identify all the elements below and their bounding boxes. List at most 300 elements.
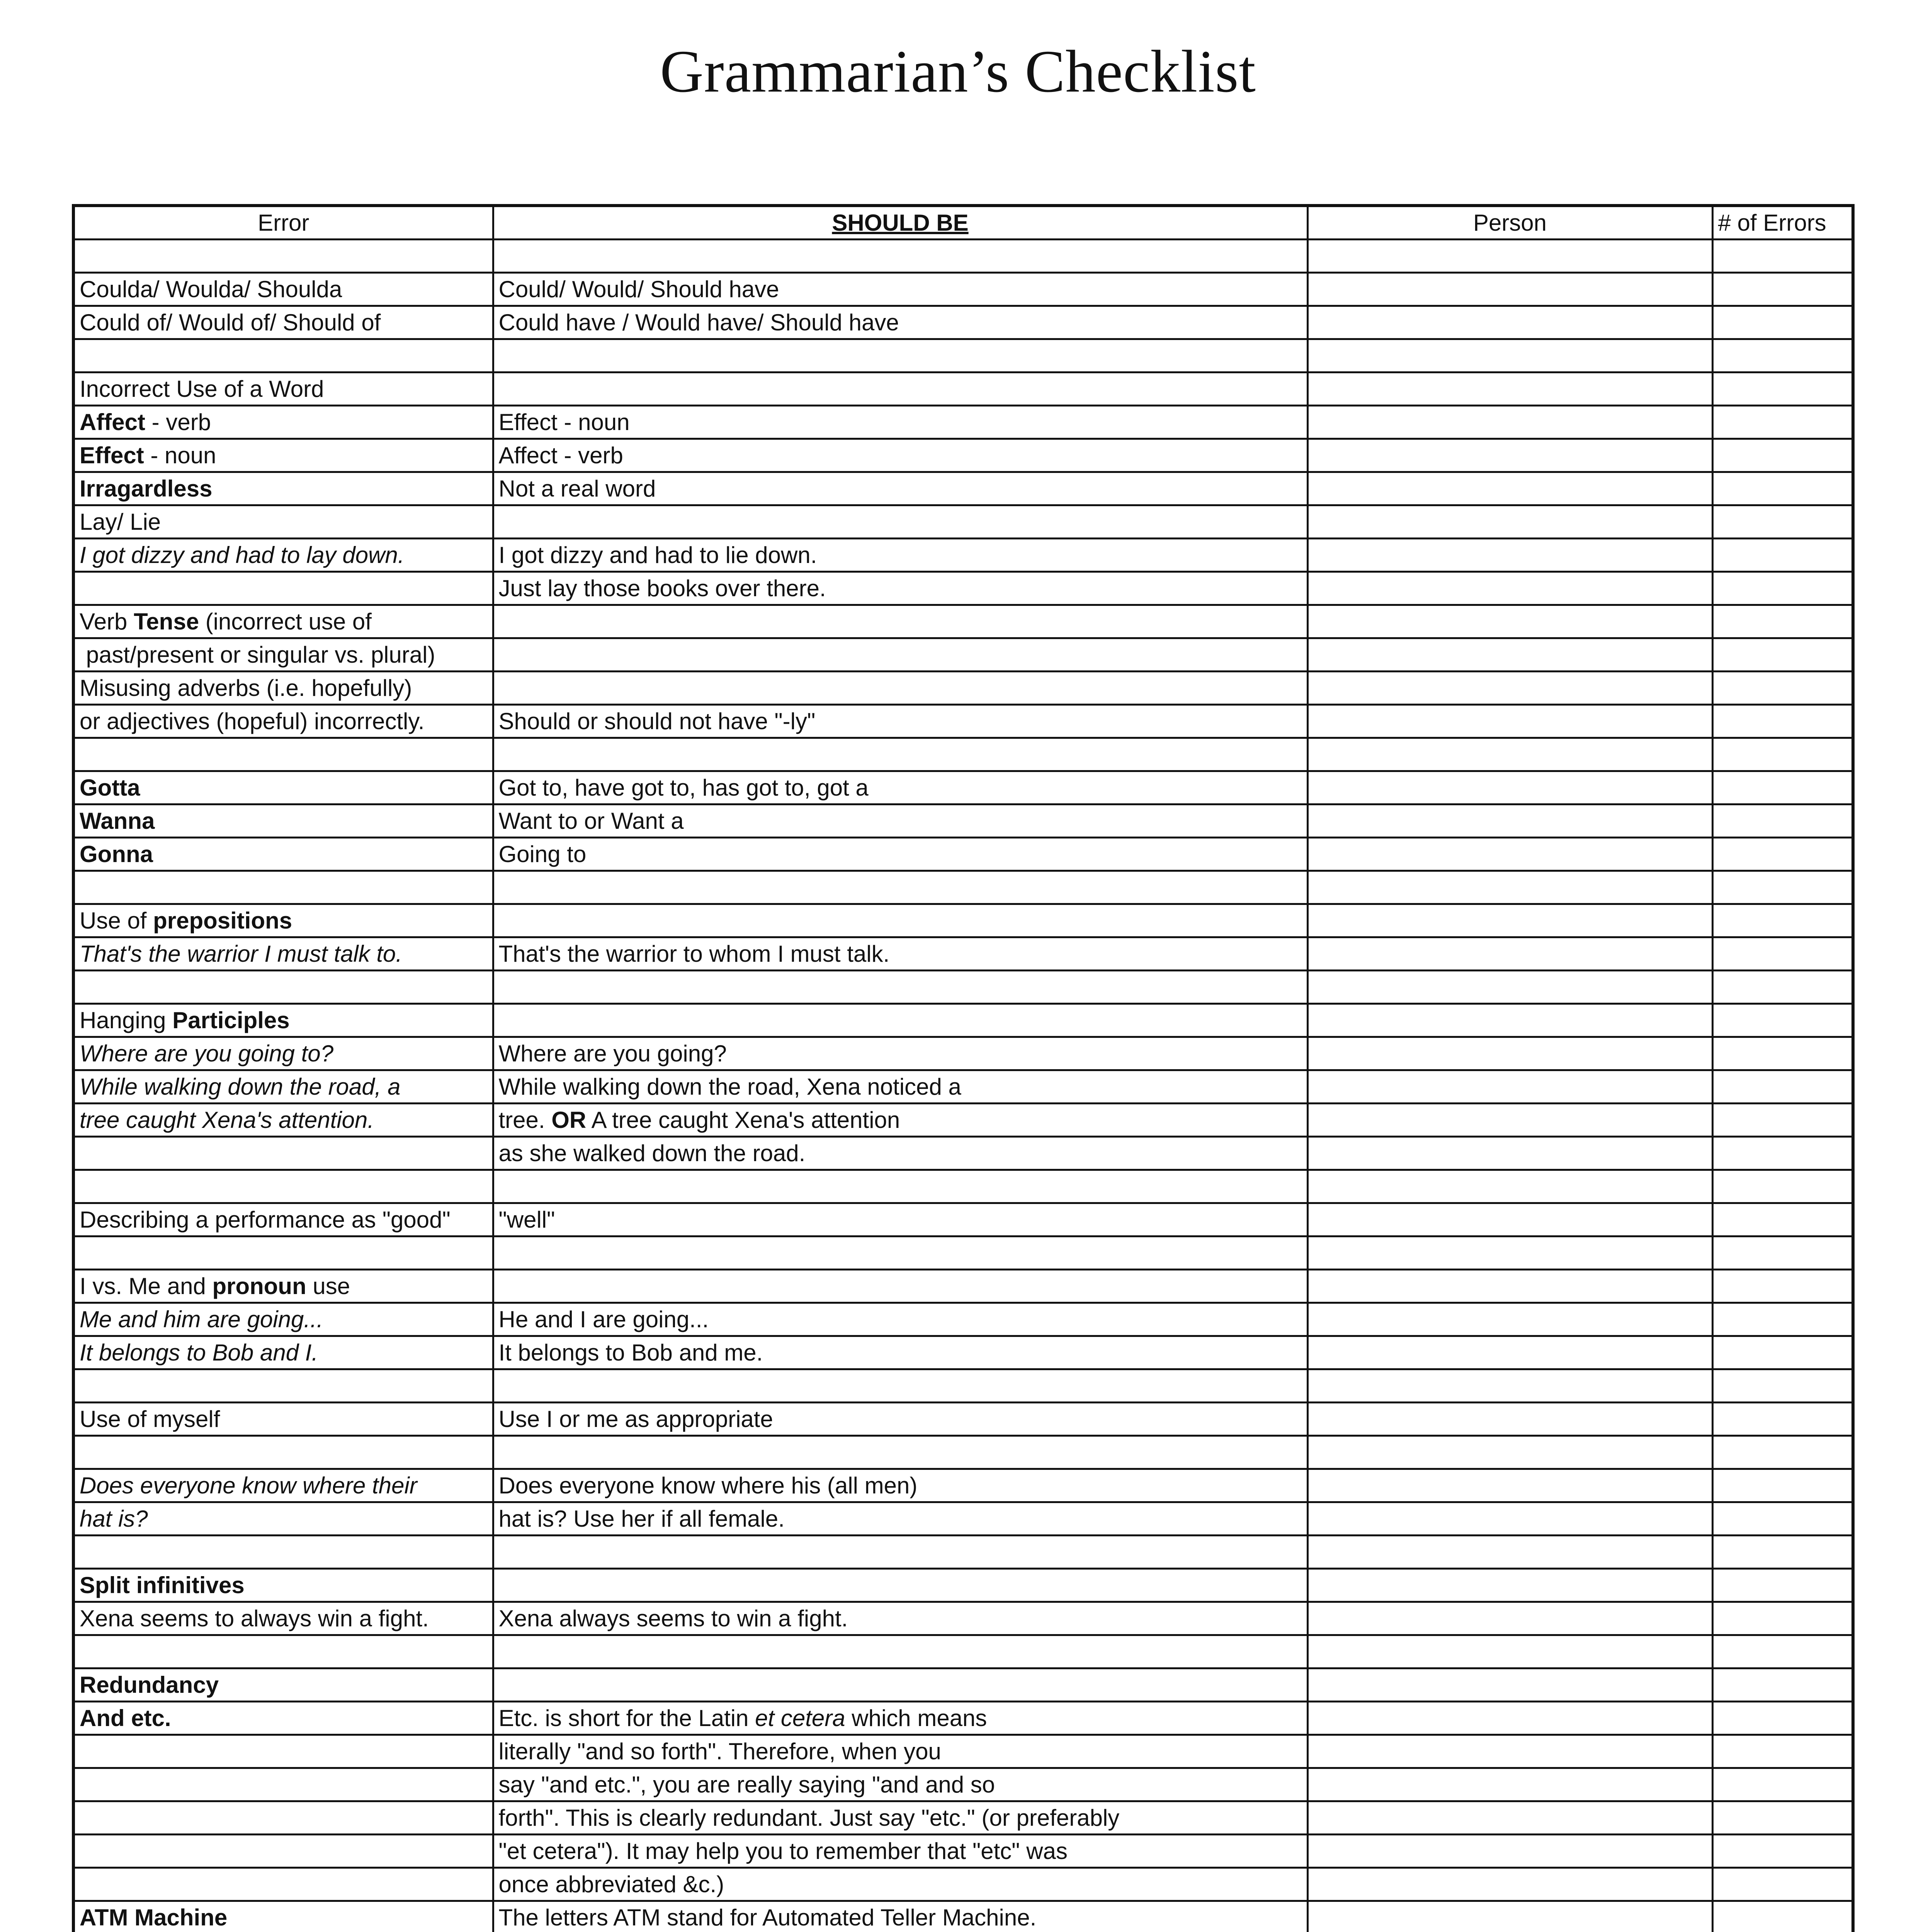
person-cell[interactable] <box>1307 406 1712 439</box>
should-be-cell <box>493 472 1307 505</box>
cell-text: hat is? Use her if all female. <box>498 1505 785 1532</box>
should-be-cell <box>493 1901 1307 1932</box>
cell-text: Does everyone know where their <box>80 1472 417 1498</box>
person-cell[interactable] <box>1307 738 1712 771</box>
cell-text: Not a real word <box>498 475 656 502</box>
error-cell <box>73 1768 493 1801</box>
should-be-cell <box>493 1702 1307 1735</box>
cell-text: It belongs to Bob and I. <box>80 1339 318 1366</box>
error-cell <box>73 1037 493 1070</box>
num-errors-cell[interactable] <box>1712 1801 1853 1835</box>
person-cell[interactable] <box>1307 1868 1712 1901</box>
should-be-cell <box>493 1602 1307 1635</box>
cell-text: hat is? <box>80 1505 148 1532</box>
person-cell[interactable] <box>1307 572 1712 605</box>
table-row <box>73 539 1853 572</box>
num-errors-cell[interactable] <box>1712 937 1853 971</box>
cell-text: Going to <box>498 841 587 867</box>
cell-text: Lay/ Lie <box>80 509 161 535</box>
table-row <box>73 1835 1853 1868</box>
error-cell <box>73 539 493 572</box>
should-be-cell <box>493 1735 1307 1768</box>
cell-text: That's the warrior to whom I must talk. <box>498 940 890 967</box>
person-cell[interactable] <box>1307 439 1712 472</box>
person-cell[interactable] <box>1307 505 1712 539</box>
num-errors-cell[interactable] <box>1712 1203 1853 1236</box>
error-cell <box>73 705 493 738</box>
should-be-cell <box>493 406 1307 439</box>
person-cell[interactable] <box>1307 372 1712 406</box>
num-errors-cell[interactable] <box>1712 1336 1853 1369</box>
person-cell[interactable] <box>1307 273 1712 306</box>
error-cell <box>73 1735 493 1768</box>
table-row <box>73 1336 1853 1369</box>
person-cell[interactable] <box>1307 1469 1712 1502</box>
num-errors-cell[interactable] <box>1712 1037 1853 1070</box>
cell-text: prepositions <box>153 907 292 934</box>
should-be-cell <box>493 1336 1307 1369</box>
person-cell[interactable] <box>1307 1170 1712 1203</box>
should-be-cell <box>493 372 1307 406</box>
cell-text: Got to, have got to, has got to, got a <box>498 774 869 801</box>
num-errors-cell[interactable] <box>1712 1070 1853 1104</box>
table-row <box>73 1702 1853 1735</box>
error-cell <box>73 937 493 971</box>
num-errors-cell[interactable] <box>1712 572 1853 605</box>
person-cell[interactable] <box>1307 1004 1712 1037</box>
error-cell <box>73 1004 493 1037</box>
cell-text: That's the warrior I must talk to. <box>80 940 403 967</box>
should-be-cell <box>493 937 1307 971</box>
person-cell[interactable] <box>1307 1801 1712 1835</box>
should-be-cell <box>493 572 1307 605</box>
error-cell <box>73 1070 493 1104</box>
error-cell <box>73 1635 493 1668</box>
num-errors-cell[interactable] <box>1712 439 1853 472</box>
should-be-cell <box>493 638 1307 672</box>
table-row <box>73 1602 1853 1635</box>
error-cell <box>73 1369 493 1403</box>
should-be-cell <box>493 1403 1307 1436</box>
person-cell[interactable] <box>1307 1104 1712 1137</box>
cell-text: Irragardless <box>80 475 213 502</box>
person-cell[interactable] <box>1307 838 1712 871</box>
error-cell <box>73 971 493 1004</box>
table-row <box>73 1369 1853 1403</box>
num-errors-cell[interactable] <box>1712 672 1853 705</box>
error-cell <box>73 406 493 439</box>
error-cell <box>73 904 493 937</box>
person-cell[interactable] <box>1307 1303 1712 1336</box>
cell-text: pronoun <box>212 1273 306 1299</box>
error-cell <box>73 1104 493 1137</box>
num-errors-cell[interactable] <box>1712 372 1853 406</box>
num-errors-cell[interactable] <box>1712 1768 1853 1801</box>
error-cell <box>73 738 493 771</box>
num-errors-cell[interactable] <box>1712 1602 1853 1635</box>
num-errors-cell[interactable] <box>1712 505 1853 539</box>
error-cell <box>73 771 493 804</box>
person-cell[interactable] <box>1307 1270 1712 1303</box>
table-row <box>73 1070 1853 1104</box>
should-be-cell <box>493 1668 1307 1702</box>
table-row <box>73 1868 1853 1901</box>
error-cell <box>73 1137 493 1170</box>
error-cell <box>73 439 493 472</box>
num-errors-cell[interactable] <box>1712 771 1853 804</box>
cell-text: Split infinitives <box>80 1572 245 1598</box>
num-errors-cell[interactable] <box>1712 1668 1853 1702</box>
cell-text: Wanna <box>80 808 155 834</box>
table-row <box>73 804 1853 838</box>
num-errors-cell[interactable] <box>1712 1735 1853 1768</box>
cell-text: Affect <box>80 409 146 435</box>
error-cell <box>73 1403 493 1436</box>
num-errors-cell[interactable] <box>1712 705 1853 738</box>
should-be-cell <box>493 539 1307 572</box>
error-cell <box>73 1901 493 1932</box>
table-row <box>73 1004 1853 1037</box>
table-row <box>73 1037 1853 1070</box>
person-cell[interactable] <box>1307 1403 1712 1436</box>
should-be-cell <box>493 1303 1307 1336</box>
table-row <box>73 971 1853 1004</box>
table-row <box>73 605 1853 638</box>
person-cell[interactable] <box>1307 1536 1712 1569</box>
num-errors-cell[interactable] <box>1712 240 1853 273</box>
error-cell <box>73 339 493 372</box>
should-be-cell <box>493 1868 1307 1901</box>
table-row <box>73 771 1853 804</box>
cell-text: ATM Machine <box>80 1904 228 1930</box>
table-row <box>73 1768 1853 1801</box>
error-cell <box>73 804 493 838</box>
num-errors-cell[interactable] <box>1712 1403 1853 1436</box>
table-row <box>73 1668 1853 1702</box>
cell-text: The letters ATM stand for Automated Teller Machine. <box>498 1904 1037 1930</box>
cell-text: Gotta <box>80 774 140 801</box>
num-errors-cell[interactable] <box>1712 871 1853 904</box>
cell-text: Effect - noun <box>498 409 630 435</box>
table-row <box>73 372 1853 406</box>
table-row <box>73 1635 1853 1668</box>
table-row <box>73 1536 1853 1569</box>
error-cell <box>73 1602 493 1635</box>
person-cell[interactable] <box>1307 638 1712 672</box>
should-be-cell <box>493 1104 1307 1137</box>
cell-text: Use I or me as appropriate <box>498 1406 773 1432</box>
person-cell[interactable] <box>1307 1137 1712 1170</box>
person-cell[interactable] <box>1307 1569 1712 1602</box>
should-be-cell <box>493 871 1307 904</box>
table-row <box>73 339 1853 372</box>
table-row <box>73 572 1853 605</box>
header-person: Person <box>1307 206 1712 240</box>
person-cell[interactable] <box>1307 1502 1712 1536</box>
person-cell[interactable] <box>1307 1070 1712 1104</box>
cell-text: tree caught Xena's attention. <box>80 1107 374 1133</box>
num-errors-cell[interactable] <box>1712 406 1853 439</box>
num-errors-cell[interactable] <box>1712 306 1853 339</box>
should-be-cell <box>493 1137 1307 1170</box>
table-header-row <box>73 206 1853 240</box>
should-be-cell <box>493 1502 1307 1536</box>
person-cell[interactable] <box>1307 539 1712 572</box>
should-be-cell <box>493 1436 1307 1469</box>
cell-text: Where are you going to? <box>80 1040 334 1066</box>
table-row <box>73 838 1853 871</box>
cell-text: A tree caught Xena's attention <box>586 1107 900 1133</box>
table-row <box>73 705 1853 738</box>
person-cell[interactable] <box>1307 1635 1712 1668</box>
should-be-cell <box>493 1270 1307 1303</box>
person-cell[interactable] <box>1307 1037 1712 1070</box>
table-row <box>73 1901 1853 1932</box>
error-cell <box>73 1569 493 1602</box>
should-be-cell <box>493 1768 1307 1801</box>
cell-text: forth". This is clearly redundant. Just say "etc." (or preferably <box>498 1804 1120 1831</box>
num-errors-cell[interactable] <box>1712 638 1853 672</box>
num-errors-cell[interactable] <box>1712 1901 1853 1932</box>
person-cell[interactable] <box>1307 804 1712 838</box>
should-be-cell <box>493 1170 1307 1203</box>
person-cell[interactable] <box>1307 971 1712 1004</box>
table-row <box>73 638 1853 672</box>
should-be-cell <box>493 1037 1307 1070</box>
person-cell[interactable] <box>1307 605 1712 638</box>
cell-text: And etc. <box>80 1705 171 1731</box>
should-be-cell <box>493 804 1307 838</box>
error-cell <box>73 505 493 539</box>
num-errors-cell[interactable] <box>1712 339 1853 372</box>
person-cell[interactable] <box>1307 240 1712 273</box>
should-be-cell <box>493 705 1307 738</box>
should-be-cell <box>493 1569 1307 1602</box>
table-row <box>73 738 1853 771</box>
num-errors-cell[interactable] <box>1712 1303 1853 1336</box>
should-be-cell <box>493 1635 1307 1668</box>
person-cell[interactable] <box>1307 904 1712 937</box>
person-cell[interactable] <box>1307 306 1712 339</box>
table-row <box>73 1270 1853 1303</box>
cell-text: Could/ Would/ Should have <box>498 276 779 302</box>
num-errors-cell[interactable] <box>1712 838 1853 871</box>
should-be-cell <box>493 771 1307 804</box>
cell-text: "et cetera"). It may help you to remember that "etc" was <box>498 1838 1068 1864</box>
num-errors-cell[interactable] <box>1712 1635 1853 1668</box>
person-cell[interactable] <box>1307 1768 1712 1801</box>
cell-text: "well" <box>498 1206 555 1233</box>
cell-text: literally "and so forth". Therefore, when you <box>498 1738 941 1764</box>
error-cell <box>73 1668 493 1702</box>
should-be-cell <box>493 273 1307 306</box>
cell-text: It belongs to Bob and me. <box>498 1339 763 1366</box>
cell-text: - noun <box>144 442 216 468</box>
error-cell <box>73 306 493 339</box>
num-errors-cell[interactable] <box>1712 1170 1853 1203</box>
header-error: Error <box>73 206 493 240</box>
cell-text: While walking down the road, a <box>80 1073 401 1100</box>
cell-text: Me and him are going... <box>80 1306 323 1332</box>
table-row <box>73 1436 1853 1469</box>
person-cell[interactable] <box>1307 1436 1712 1469</box>
error-cell <box>73 1702 493 1735</box>
should-be-cell <box>493 1835 1307 1868</box>
table-row <box>73 306 1853 339</box>
should-be-cell <box>493 738 1307 771</box>
should-be-cell <box>493 1070 1307 1104</box>
num-errors-cell[interactable] <box>1712 804 1853 838</box>
cell-text: Etc. is short for the Latin <box>498 1705 755 1731</box>
num-errors-cell[interactable] <box>1712 1502 1853 1536</box>
cell-text: I got dizzy and had to lay down. <box>80 542 405 568</box>
should-be-cell <box>493 339 1307 372</box>
cell-text: I got dizzy and had to lie down. <box>498 542 817 568</box>
num-errors-cell[interactable] <box>1712 1270 1853 1303</box>
error-cell <box>73 240 493 273</box>
cell-text: Does everyone know where his (all men) <box>498 1472 918 1498</box>
table-row <box>73 1735 1853 1768</box>
error-cell <box>73 1868 493 1901</box>
num-errors-cell[interactable] <box>1712 1702 1853 1735</box>
cell-text: Just lay those books over there. <box>498 575 826 601</box>
table-row <box>73 240 1853 273</box>
num-errors-cell[interactable] <box>1712 605 1853 638</box>
num-errors-cell[interactable] <box>1712 904 1853 937</box>
cell-text: Affect - verb <box>498 442 623 468</box>
cell-text: Misusing adverbs (i.e. hopefully) <box>80 675 412 701</box>
error-cell <box>73 871 493 904</box>
person-cell[interactable] <box>1307 1236 1712 1270</box>
error-cell <box>73 1469 493 1502</box>
should-be-cell <box>493 672 1307 705</box>
person-cell[interactable] <box>1307 339 1712 372</box>
cell-text: Use of myself <box>80 1406 220 1432</box>
table-row <box>73 904 1853 937</box>
cell-text: He and I are going... <box>498 1306 709 1332</box>
table-row <box>73 937 1853 971</box>
num-errors-cell[interactable] <box>1712 539 1853 572</box>
should-be-cell <box>493 971 1307 1004</box>
table-row <box>73 1137 1853 1170</box>
table-row <box>73 1469 1853 1502</box>
num-errors-cell[interactable] <box>1712 738 1853 771</box>
error-cell <box>73 1203 493 1236</box>
cell-text: Could have / Would have/ Should have <box>498 309 899 335</box>
table-row <box>73 1236 1853 1270</box>
error-cell <box>73 1835 493 1868</box>
error-cell <box>73 1270 493 1303</box>
error-cell <box>73 1502 493 1536</box>
person-cell[interactable] <box>1307 1369 1712 1403</box>
grammar-checklist-table <box>72 204 1855 1932</box>
cell-text: Verb <box>80 608 134 634</box>
num-errors-cell[interactable] <box>1712 1236 1853 1270</box>
should-be-cell <box>493 605 1307 638</box>
cell-text: use <box>306 1273 350 1299</box>
person-cell[interactable] <box>1307 1735 1712 1768</box>
should-be-cell <box>493 1236 1307 1270</box>
num-errors-cell[interactable] <box>1712 1868 1853 1901</box>
num-errors-cell[interactable] <box>1712 1369 1853 1403</box>
num-errors-cell[interactable] <box>1712 1536 1853 1569</box>
should-be-cell <box>493 439 1307 472</box>
should-be-cell <box>493 1469 1307 1502</box>
page-title: Grammarian’s Checklist <box>660 38 1256 105</box>
cell-text: Gonna <box>80 841 153 867</box>
cell-text: Use of <box>80 907 153 934</box>
num-errors-cell[interactable] <box>1712 472 1853 505</box>
cell-text: (incorrect use of <box>199 608 372 634</box>
num-errors-cell[interactable] <box>1712 1137 1853 1170</box>
num-errors-cell[interactable] <box>1712 1569 1853 1602</box>
error-cell <box>73 572 493 605</box>
header-should-be: SHOULD BE <box>493 206 1307 240</box>
cell-text: Coulda/ Woulda/ Shoulda <box>80 276 342 302</box>
cell-text: Want to or Want a <box>498 808 684 834</box>
cell-text: Hanging <box>80 1007 173 1033</box>
person-cell[interactable] <box>1307 672 1712 705</box>
error-cell <box>73 605 493 638</box>
table-row <box>73 1569 1853 1602</box>
person-cell[interactable] <box>1307 705 1712 738</box>
person-cell[interactable] <box>1307 771 1712 804</box>
person-cell[interactable] <box>1307 1702 1712 1735</box>
cell-text: tree. <box>498 1107 552 1133</box>
num-errors-cell[interactable] <box>1712 1004 1853 1037</box>
cell-text: Tense <box>134 608 199 634</box>
cell-text: Effect <box>80 442 144 468</box>
cell-text: Could of/ Would of/ Should of <box>80 309 381 335</box>
num-errors-cell[interactable] <box>1712 971 1853 1004</box>
error-cell <box>73 1303 493 1336</box>
num-errors-cell[interactable] <box>1712 1436 1853 1469</box>
error-cell <box>73 1236 493 1270</box>
num-errors-cell[interactable] <box>1712 1835 1853 1868</box>
person-cell[interactable] <box>1307 871 1712 904</box>
table-row <box>73 472 1853 505</box>
table-row <box>73 1403 1853 1436</box>
person-cell[interactable] <box>1307 472 1712 505</box>
cell-text: say "and etc.", you are really saying "and and so <box>498 1771 995 1798</box>
num-errors-cell[interactable] <box>1712 1469 1853 1502</box>
person-cell[interactable] <box>1307 1336 1712 1369</box>
table-row <box>73 1203 1853 1236</box>
error-cell <box>73 1170 493 1203</box>
should-be-cell <box>493 1536 1307 1569</box>
person-cell[interactable] <box>1307 1668 1712 1702</box>
person-cell[interactable] <box>1307 937 1712 971</box>
cell-text: - verb <box>145 409 211 435</box>
should-be-cell <box>493 1203 1307 1236</box>
error-cell <box>73 472 493 505</box>
person-cell[interactable] <box>1307 1901 1712 1932</box>
error-cell <box>73 838 493 871</box>
num-errors-cell[interactable] <box>1712 1104 1853 1137</box>
person-cell[interactable] <box>1307 1835 1712 1868</box>
cell-text: as she walked down the road. <box>498 1140 806 1166</box>
cell-text: or adjectives (hopeful) incorrectly. <box>80 708 425 734</box>
cell-text: I vs. Me and <box>80 1273 213 1299</box>
cell-text: Describing a performance as "good" <box>80 1206 451 1233</box>
person-cell[interactable] <box>1307 1602 1712 1635</box>
error-cell <box>73 273 493 306</box>
cell-text: which means <box>845 1705 987 1731</box>
person-cell[interactable] <box>1307 1203 1712 1236</box>
table-row <box>73 871 1853 904</box>
should-be-cell <box>493 1369 1307 1403</box>
num-errors-cell[interactable] <box>1712 273 1853 306</box>
